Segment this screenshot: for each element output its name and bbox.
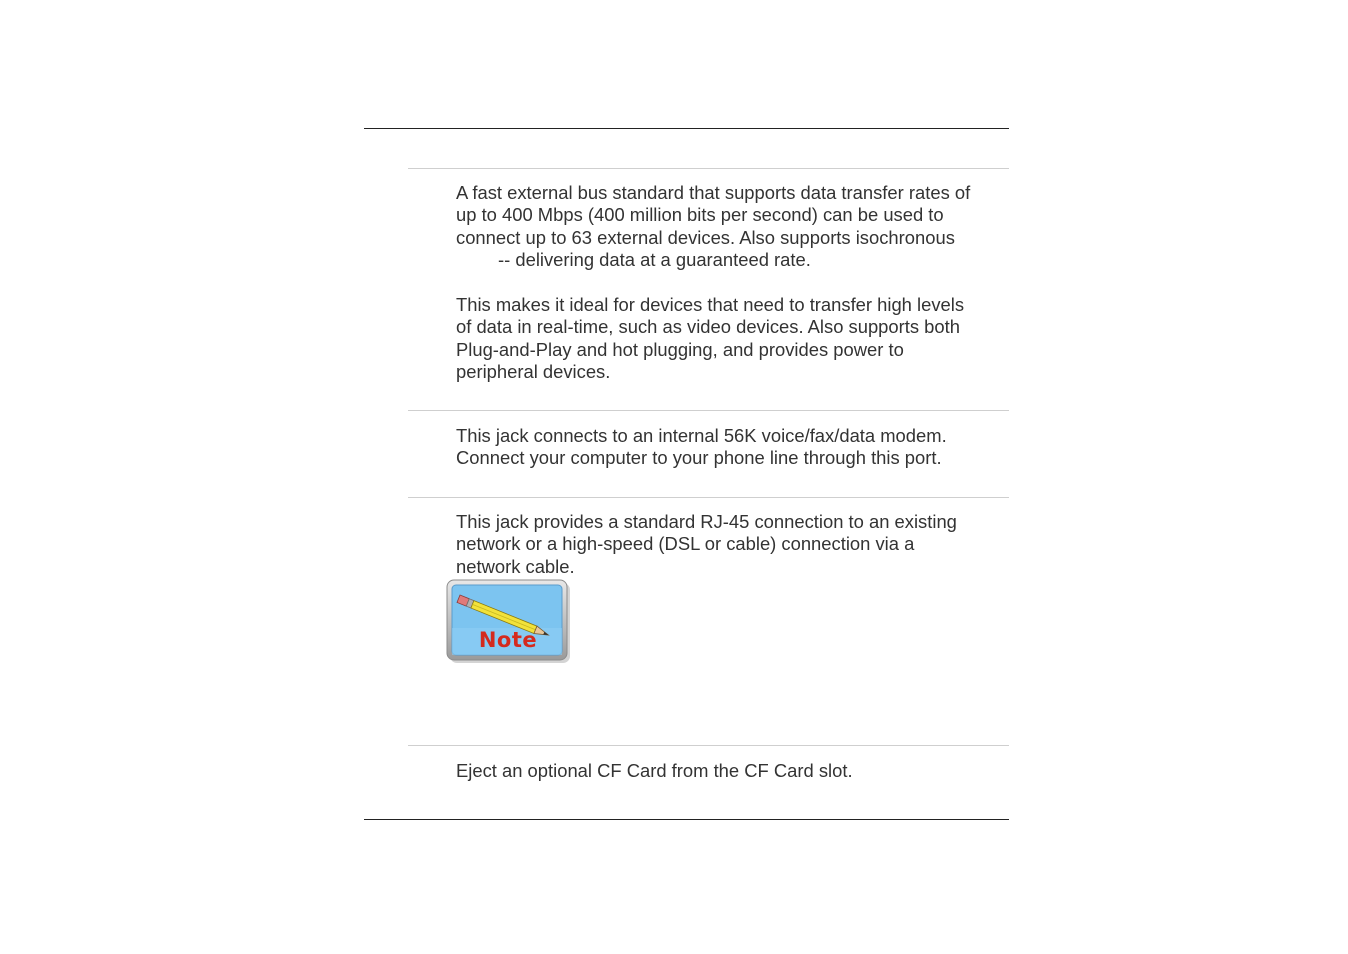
- text-line: A fast external bus standard that supports data transfer rates of: [456, 182, 971, 203]
- text-line: This jack connects to an internal 56K voice/fax/data modem.: [456, 425, 947, 446]
- cf-card-eject-paragraph: [456, 760, 1016, 782]
- text-line: -- delivering data at a guaranteed rate.: [498, 249, 811, 271]
- text-line: connect up to 63 external devices. Also supports isochronous: [456, 226, 955, 248]
- bottom-rule: [364, 819, 1009, 820]
- bus-description-paragraph: [456, 182, 1016, 272]
- text-line: This jack provides a standard RJ-45 connection to an existing: [456, 511, 957, 532]
- bus-usage-paragraph: [456, 294, 1016, 384]
- pencil-note-icon: [446, 579, 572, 665]
- text-line: peripheral devices.: [456, 361, 611, 383]
- text-line: Connect your computer to your phone line through this port.: [456, 447, 942, 469]
- text-line: network cable.: [456, 555, 575, 577]
- section-divider: [408, 745, 1009, 746]
- section-divider: [408, 410, 1009, 411]
- top-rule: [364, 128, 1009, 129]
- text-line: Eject an optional CF Card from the CF Card slot.: [456, 760, 853, 781]
- text-line: of data in real-time, such as video devices. Also supports both: [456, 316, 960, 338]
- section-divider: [408, 168, 1009, 169]
- text-line: Plug-and-Play and hot plugging, and provides power to: [456, 338, 904, 360]
- text-line: This makes it ideal for devices that need to transfer high levels: [456, 294, 965, 315]
- text-line: up to 400 Mbps (400 million bits per second) can be used to: [456, 204, 944, 226]
- section-divider: [408, 497, 1009, 498]
- modem-jack-paragraph: [456, 425, 1016, 470]
- note-label: Note: [478, 628, 538, 652]
- lan-jack-paragraph: [456, 511, 1016, 578]
- text-line: network or a high-speed (DSL or cable) connection via a: [456, 533, 915, 555]
